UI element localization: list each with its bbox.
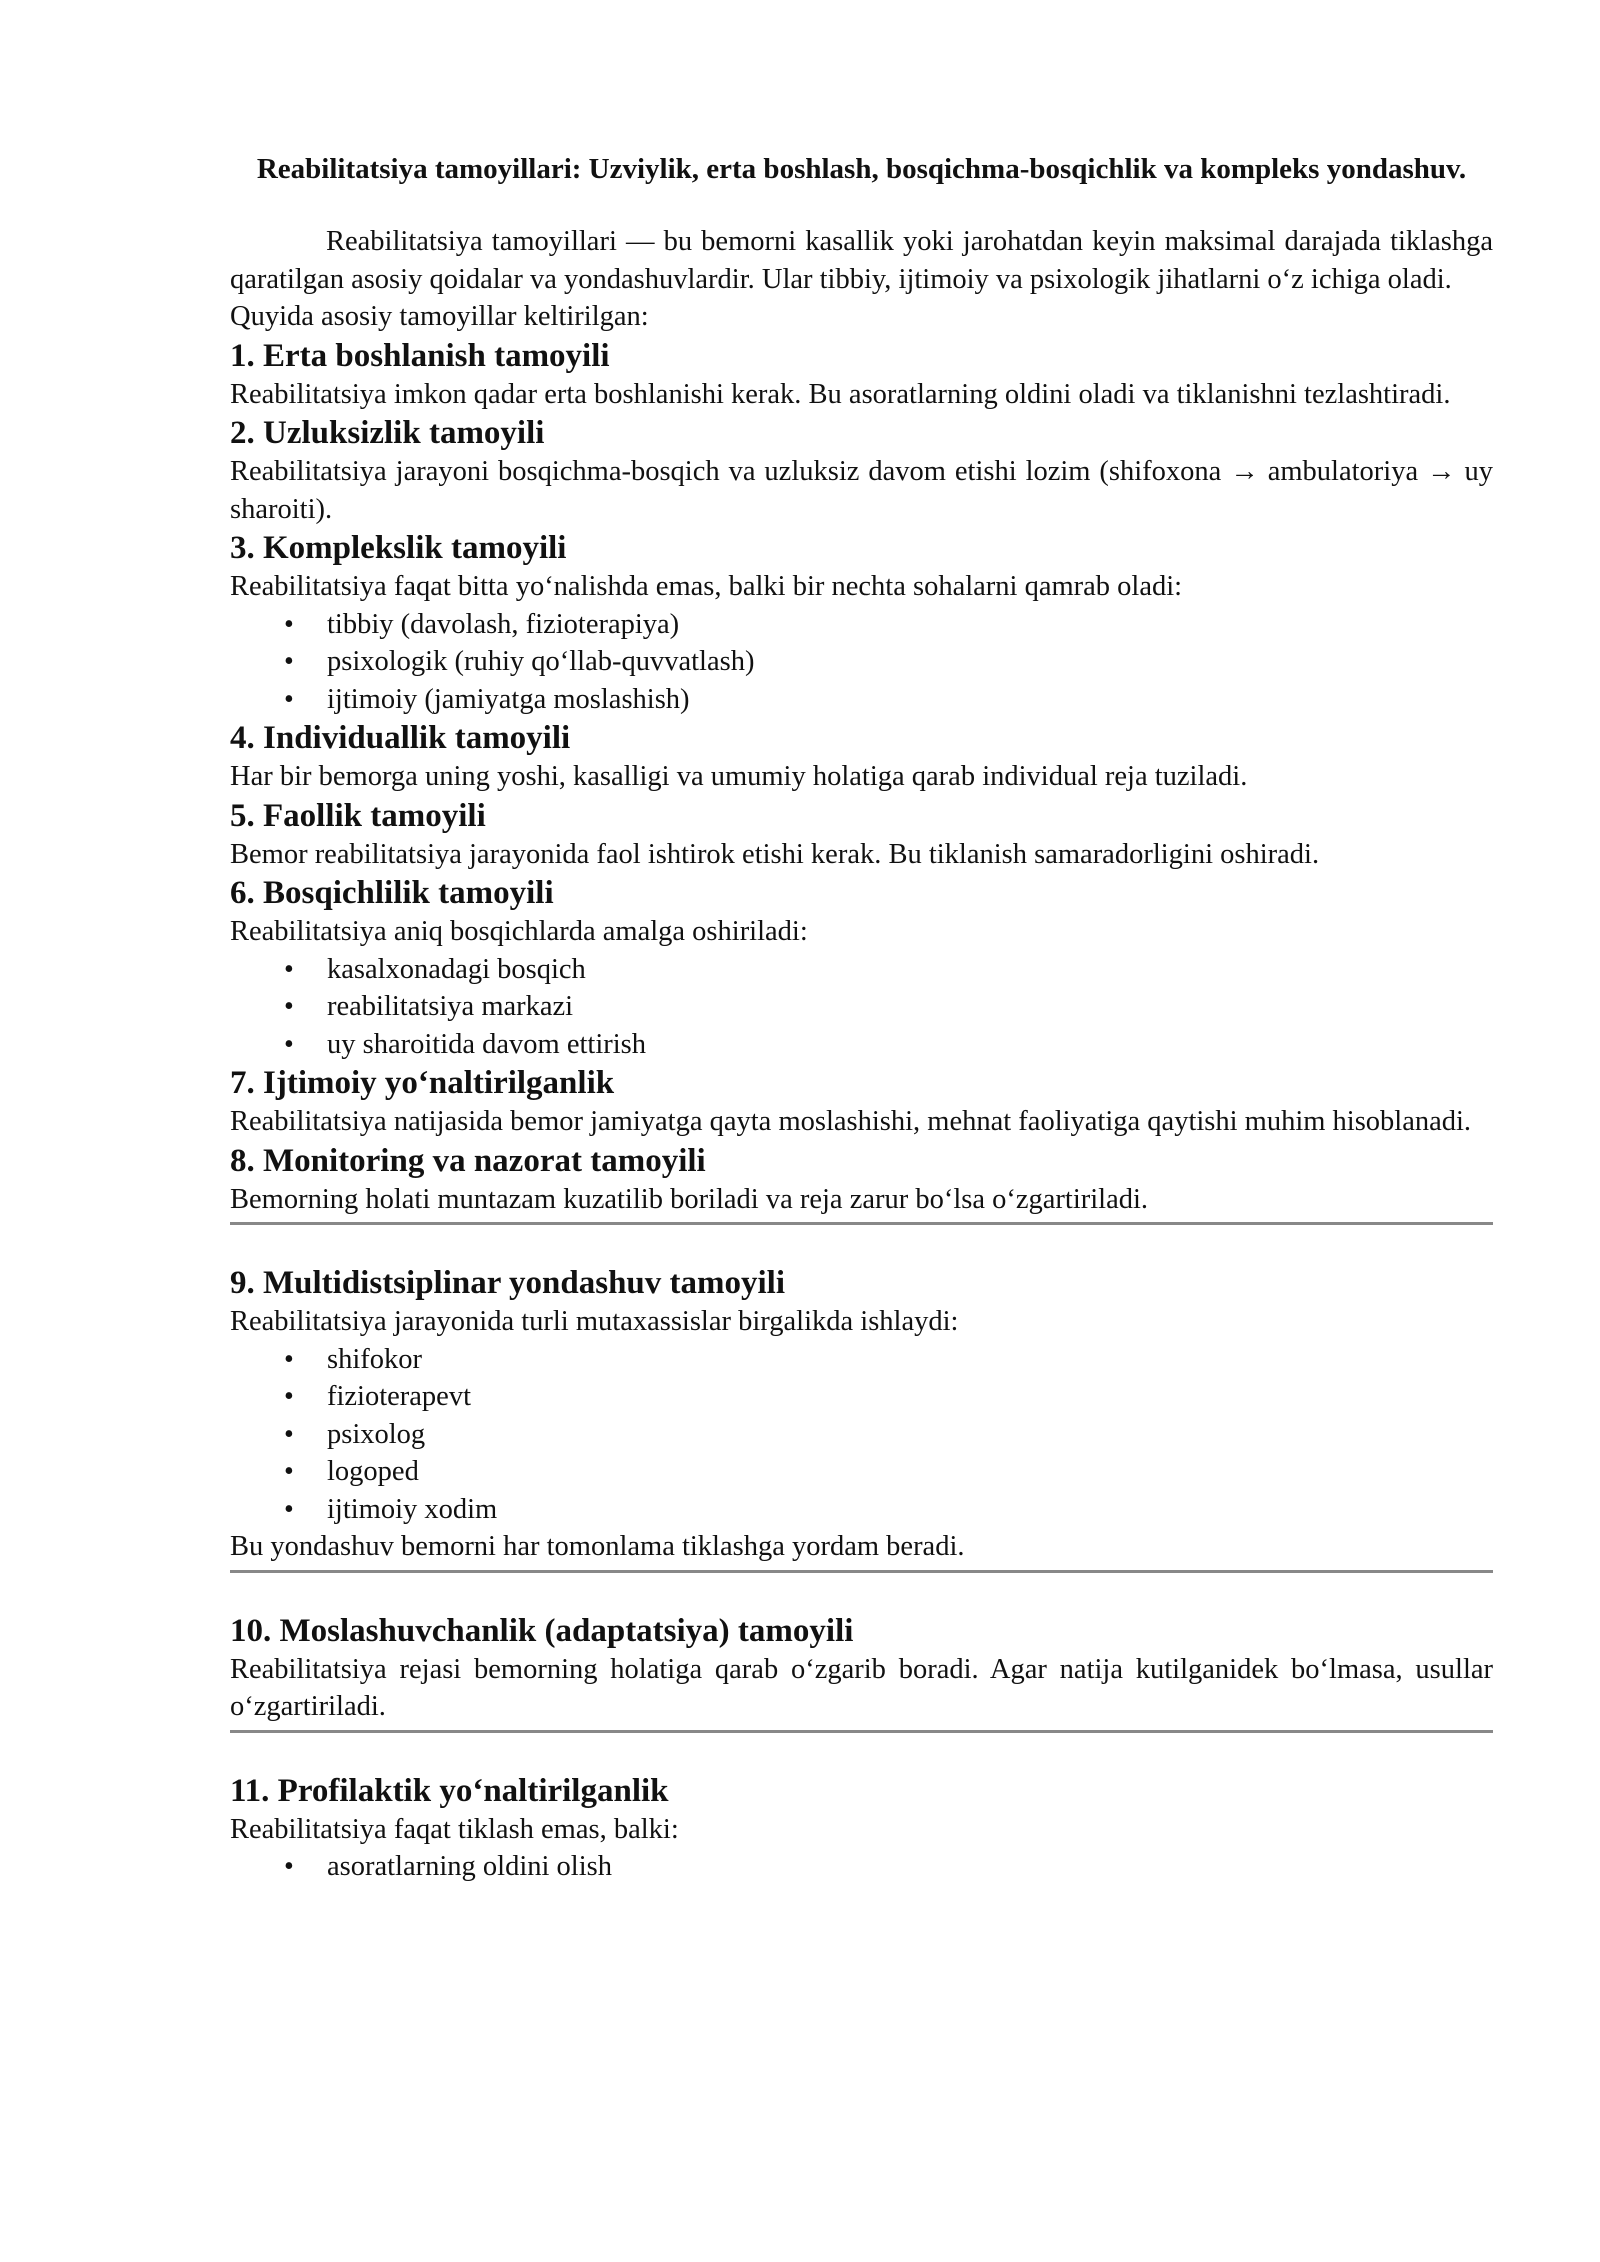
bullet-list [230, 951, 1493, 1064]
list-item: • logoped [230, 1453, 1493, 1491]
section-heading: 11. Profilaktik yo‘naltirilganlik [230, 1772, 669, 1809]
list-item: • asoratlarning oldini olish [230, 1848, 1493, 1886]
list-item: • psixolog [230, 1416, 1493, 1454]
bullet-icon: • [284, 1418, 294, 1450]
section-11 [230, 1771, 1493, 1886]
list-item: • fizioterapevt [230, 1378, 1493, 1416]
section-text: Reabilitatsiya aniq bosqichlarda amalga oshiriladi: [230, 916, 808, 947]
section-text: Reabilitatsiya natijasida bemor jamiyatga qayta moslashishi, mehnat faoliyatiga qaytishi muhim hisoblanadi. [230, 1106, 1472, 1137]
bullet-icon: • [284, 683, 294, 715]
list-item: • uy sharoitida davom ettirish [230, 1026, 1493, 1064]
section-heading: 9. Multidistsiplinar yondashuv tamoyili [230, 1265, 786, 1301]
section-text: Har bir bemorga uning yoshi, kasalligi va umumiy holatiga qarab individual reja tuziladi. [230, 761, 1248, 792]
bullet-icon: • [284, 1851, 294, 1882]
bullet-list [230, 1341, 1493, 1529]
bullet-list [230, 606, 1493, 719]
list-item: • shifokor [230, 1341, 1493, 1379]
section-heading: 1. Erta boshlanish tamoyili [230, 337, 610, 374]
bullet-list [230, 1848, 1493, 1886]
bullet-icon: • [284, 953, 294, 985]
section-heading: 4. Individuallik tamoyili [230, 720, 571, 756]
section-6 [230, 873, 1493, 1063]
section-2 [230, 413, 1493, 528]
section-1 [230, 336, 1493, 414]
list-item: • ijtimoiy (jamiyatga moslashish) [230, 681, 1493, 719]
section-heading: 2. Uzluksizlik tamoyili [230, 415, 545, 451]
document-title: Reabilitatsiya tamoyillari: Uzviylik, erta boshlash, bosqichma-bosqichlik va kompleks yondashuv. [256, 153, 1467, 185]
section-7 [230, 1063, 1493, 1141]
section-heading: 8. Monitoring va nazorat tamoyili [230, 1142, 706, 1179]
section-text: Reabilitatsiya imkon qadar erta boshlanishi kerak. Bu asoratlarning oldini oladi va tiklanishni tezlashtiradi. [230, 378, 1451, 410]
section-heading: 3. Komplekslik tamoyili [230, 530, 567, 566]
section-8 [230, 1141, 1493, 1226]
section-heading: 10. Moslashuvchanlik (adaptatsiya) tamoyili [230, 1612, 854, 1649]
bullet-icon: • [284, 1456, 294, 1487]
bullet-icon: • [284, 991, 294, 1022]
section-9 [230, 1263, 1493, 1573]
bullet-icon: • [284, 1493, 294, 1525]
section-closing-text: Bu yondashuv bemorni har tomonlama tiklashga yordam beradi. [230, 1531, 965, 1562]
section-heading: 6. Bosqichlilik tamoyili [230, 875, 554, 911]
section-text: Reabilitatsiya jarayonida turli mutaxassislar birgalikda ishlaydi: [230, 1306, 959, 1337]
section-text: Reabilitatsiya faqat tiklash emas, balki: [230, 1813, 679, 1845]
bullet-icon: • [284, 1381, 294, 1412]
list-item: • psixologik (ruhiy qo‘llab-quvvatlash) [230, 643, 1493, 681]
list-item: • kasalxonadagi bosqich [230, 951, 1493, 989]
lead-line: Quyida asosiy tamoyillar keltirilgan: [230, 301, 649, 332]
document-page [230, 0, 1493, 1886]
section-5 [230, 796, 1493, 874]
section-4 [230, 718, 1493, 796]
section-10 [230, 1611, 1493, 1733]
bullet-icon: • [284, 646, 294, 677]
section-heading: 7. Ijtimoiy yo‘naltirilganlik [230, 1065, 615, 1101]
list-item: • ijtimoiy xodim [230, 1491, 1493, 1529]
section-3 [230, 528, 1493, 718]
list-item: • tibbiy (davolash, fizioterapiya) [230, 606, 1493, 644]
section-heading: 5. Faollik tamoyili [230, 797, 486, 834]
list-item: • reabilitatsiya markazi [230, 988, 1493, 1026]
bullet-icon: • [284, 608, 294, 640]
section-text: Reabilitatsiya rejasi bemorning holatiga qarab o‘zgarib boradi. Agar natija kutilganidek bo‘lmasa, usullar o‘zgartiriladi. [230, 1653, 1493, 1722]
section-text: Bemor reabilitatsiya jarayonida faol ishtirok etishi kerak. Bu tiklanish samaradorligini oshiradi. [230, 838, 1320, 870]
section-text: Reabilitatsiya jarayoni bosqichma-bosqich va uzluksiz davom etishi lozim (shifoxona → ambulatoriya → uy sharoiti). [230, 456, 1493, 525]
intro-paragraph: Reabilitatsiya tamoyillari — bu bemorni kasallik yoki jarohatdan keyin maksimal darajada tiklashga qaratilgan asosiy qoidalar va yondashuvlardir. Ular tibbiy, ijtimoiy va psixologik jihatlarni o‘z ichiga oladi. [230, 226, 1493, 295]
bullet-icon: • [284, 1028, 294, 1060]
section-text: Reabilitatsiya faqat bitta yo‘nalishda emas, balki bir nechta sohalarni qamrab oladi: [230, 571, 1183, 602]
bullet-icon: • [284, 1343, 294, 1375]
section-text: Bemorning holati muntazam kuzatilib boriladi va reja zarur bo‘lsa o‘zgartiriladi. [230, 1183, 1149, 1215]
